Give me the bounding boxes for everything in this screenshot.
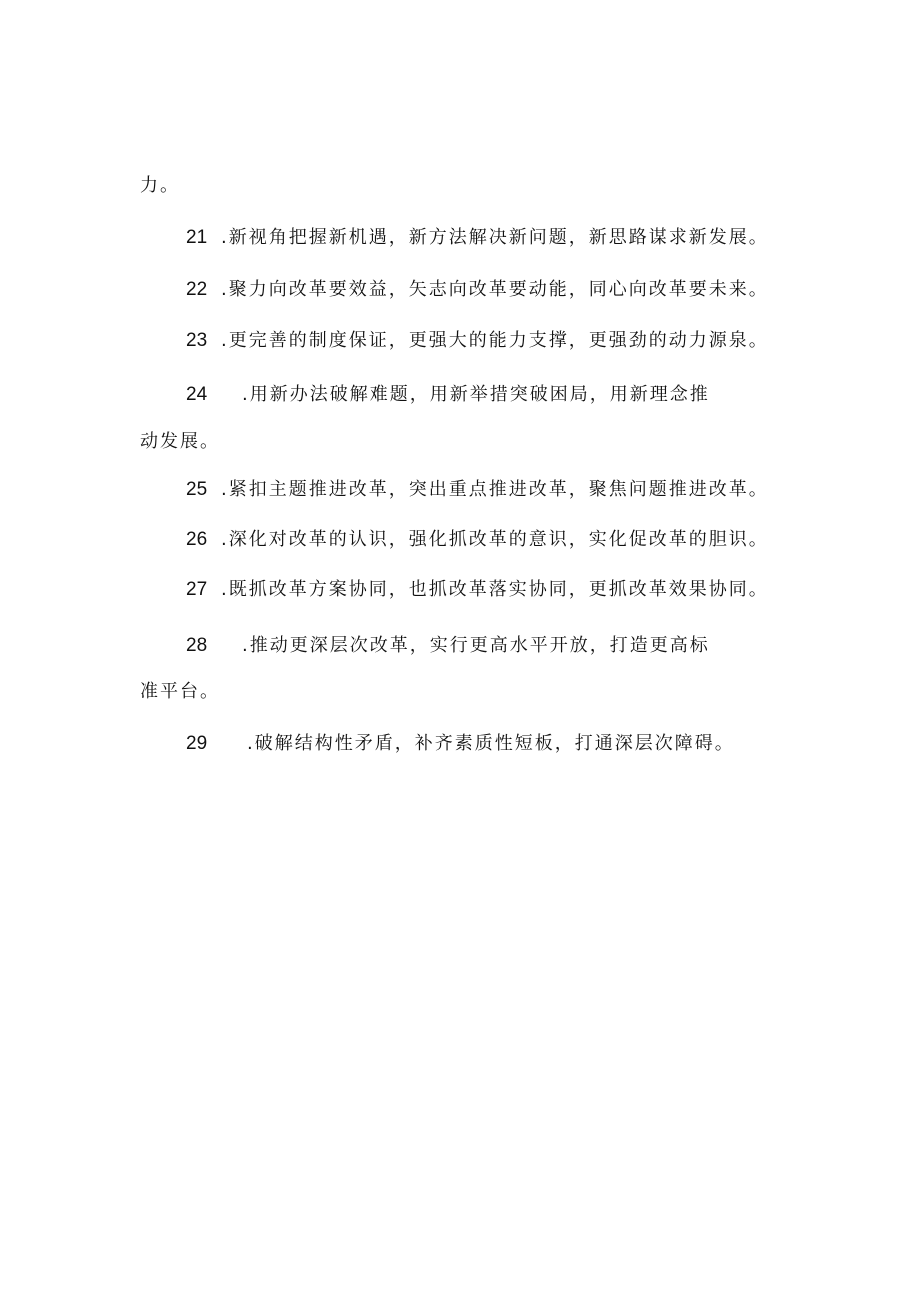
item-number: 28	[186, 635, 208, 656]
item-text: .推动更深层次改革，实行更高水平开放，打造更高标	[242, 635, 710, 656]
item-text: .深化对改革的认识，强化抓改革的意识，实化促改革的胆识。	[221, 529, 769, 550]
item-number: 25	[186, 479, 208, 500]
line-continuation: 力。	[140, 175, 180, 196]
item-number: 29	[186, 733, 208, 754]
item-text: .更完善的制度保证，更强大的能力支撑，更强劲的动力源泉。	[221, 330, 769, 351]
item-text: .紧扣主题推进改革，突出重点推进改革，聚焦问题推进改革。	[221, 479, 769, 500]
item-number: 27	[186, 579, 208, 600]
item-text: .既抓改革方案协同，也抓改革落实协同，更抓改革效果协同。	[221, 579, 769, 600]
item-text: .用新办法破解难题，用新举措突破困局，用新理念推	[242, 384, 710, 405]
item-number: 21	[186, 227, 208, 248]
item-text: .新视角把握新机遇，新方法解决新问题，新思路谋求新发展。	[221, 227, 769, 248]
line-continuation: 准平台。	[140, 681, 220, 702]
item-number: 23	[186, 330, 208, 351]
line-continuation: 动发展。	[140, 431, 220, 452]
item-number: 26	[186, 529, 208, 550]
item-number: 24	[186, 384, 208, 405]
item-text: .聚力向改革要效益，矢志向改革要动能，同心向改革要未来。	[221, 279, 769, 300]
item-text: .破解结构性矛盾，补齐素质性短板，打通深层次障碍。	[247, 733, 735, 754]
item-number: 22	[186, 279, 208, 300]
